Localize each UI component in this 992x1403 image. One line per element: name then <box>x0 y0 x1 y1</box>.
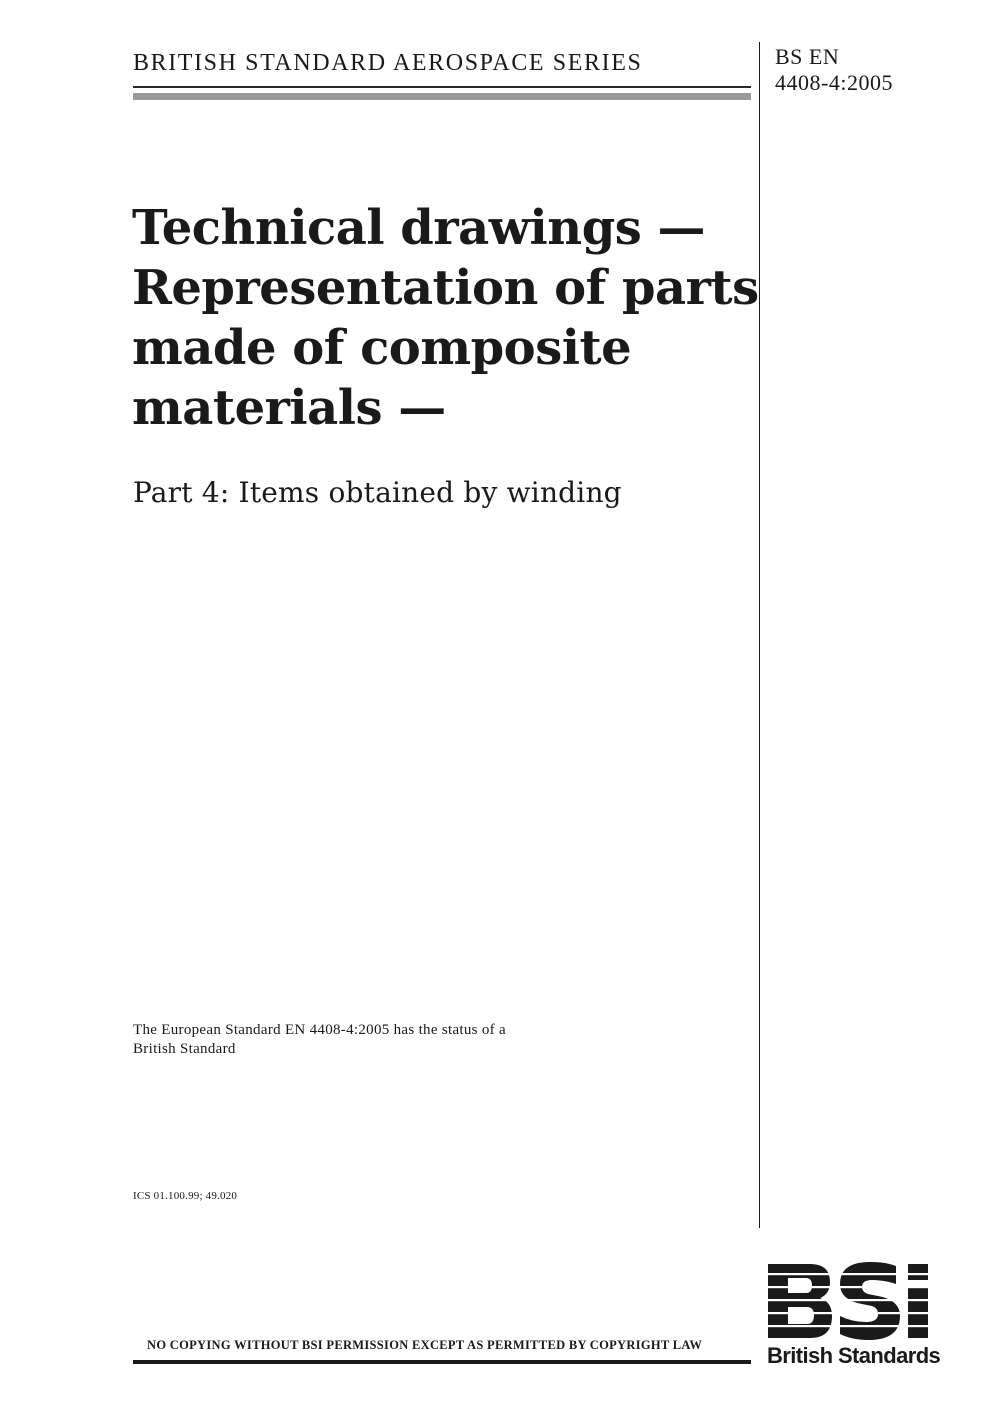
document-number <box>775 44 893 96</box>
vertical-divider <box>759 42 760 1228</box>
document-number-line2: 4408-4:2005 <box>775 70 893 95</box>
status-line1: The European Standard EN 4408-4:2005 has the status of a <box>133 1022 506 1038</box>
status-note <box>133 1021 506 1059</box>
title-line3: made of composite <box>132 320 632 376</box>
ics-code: ICS 01.100.99; 49.020 <box>133 1190 238 1202</box>
document-title <box>132 198 759 438</box>
document-number-line1: BS EN <box>775 44 840 69</box>
header-rule-thick <box>133 93 751 100</box>
logo-wordmark: British Standards <box>767 1343 941 1368</box>
document-subtitle: Part 4: Items obtained by winding <box>133 476 622 509</box>
title-line2: Representation of parts <box>132 260 759 316</box>
series-label: BRITISH STANDARD AEROSPACE SERIES <box>133 50 643 76</box>
status-line2: British Standard <box>133 1041 236 1057</box>
footer-rule <box>133 1360 751 1364</box>
title-line1: Technical drawings — <box>132 200 705 256</box>
title-line4: materials — <box>132 380 446 436</box>
copyright-notice: NO COPYING WITHOUT BSI PERMISSION EXCEPT AS PERMITTED BY COPYRIGHT LAW <box>147 1338 703 1352</box>
header-rule-thin <box>133 86 751 88</box>
